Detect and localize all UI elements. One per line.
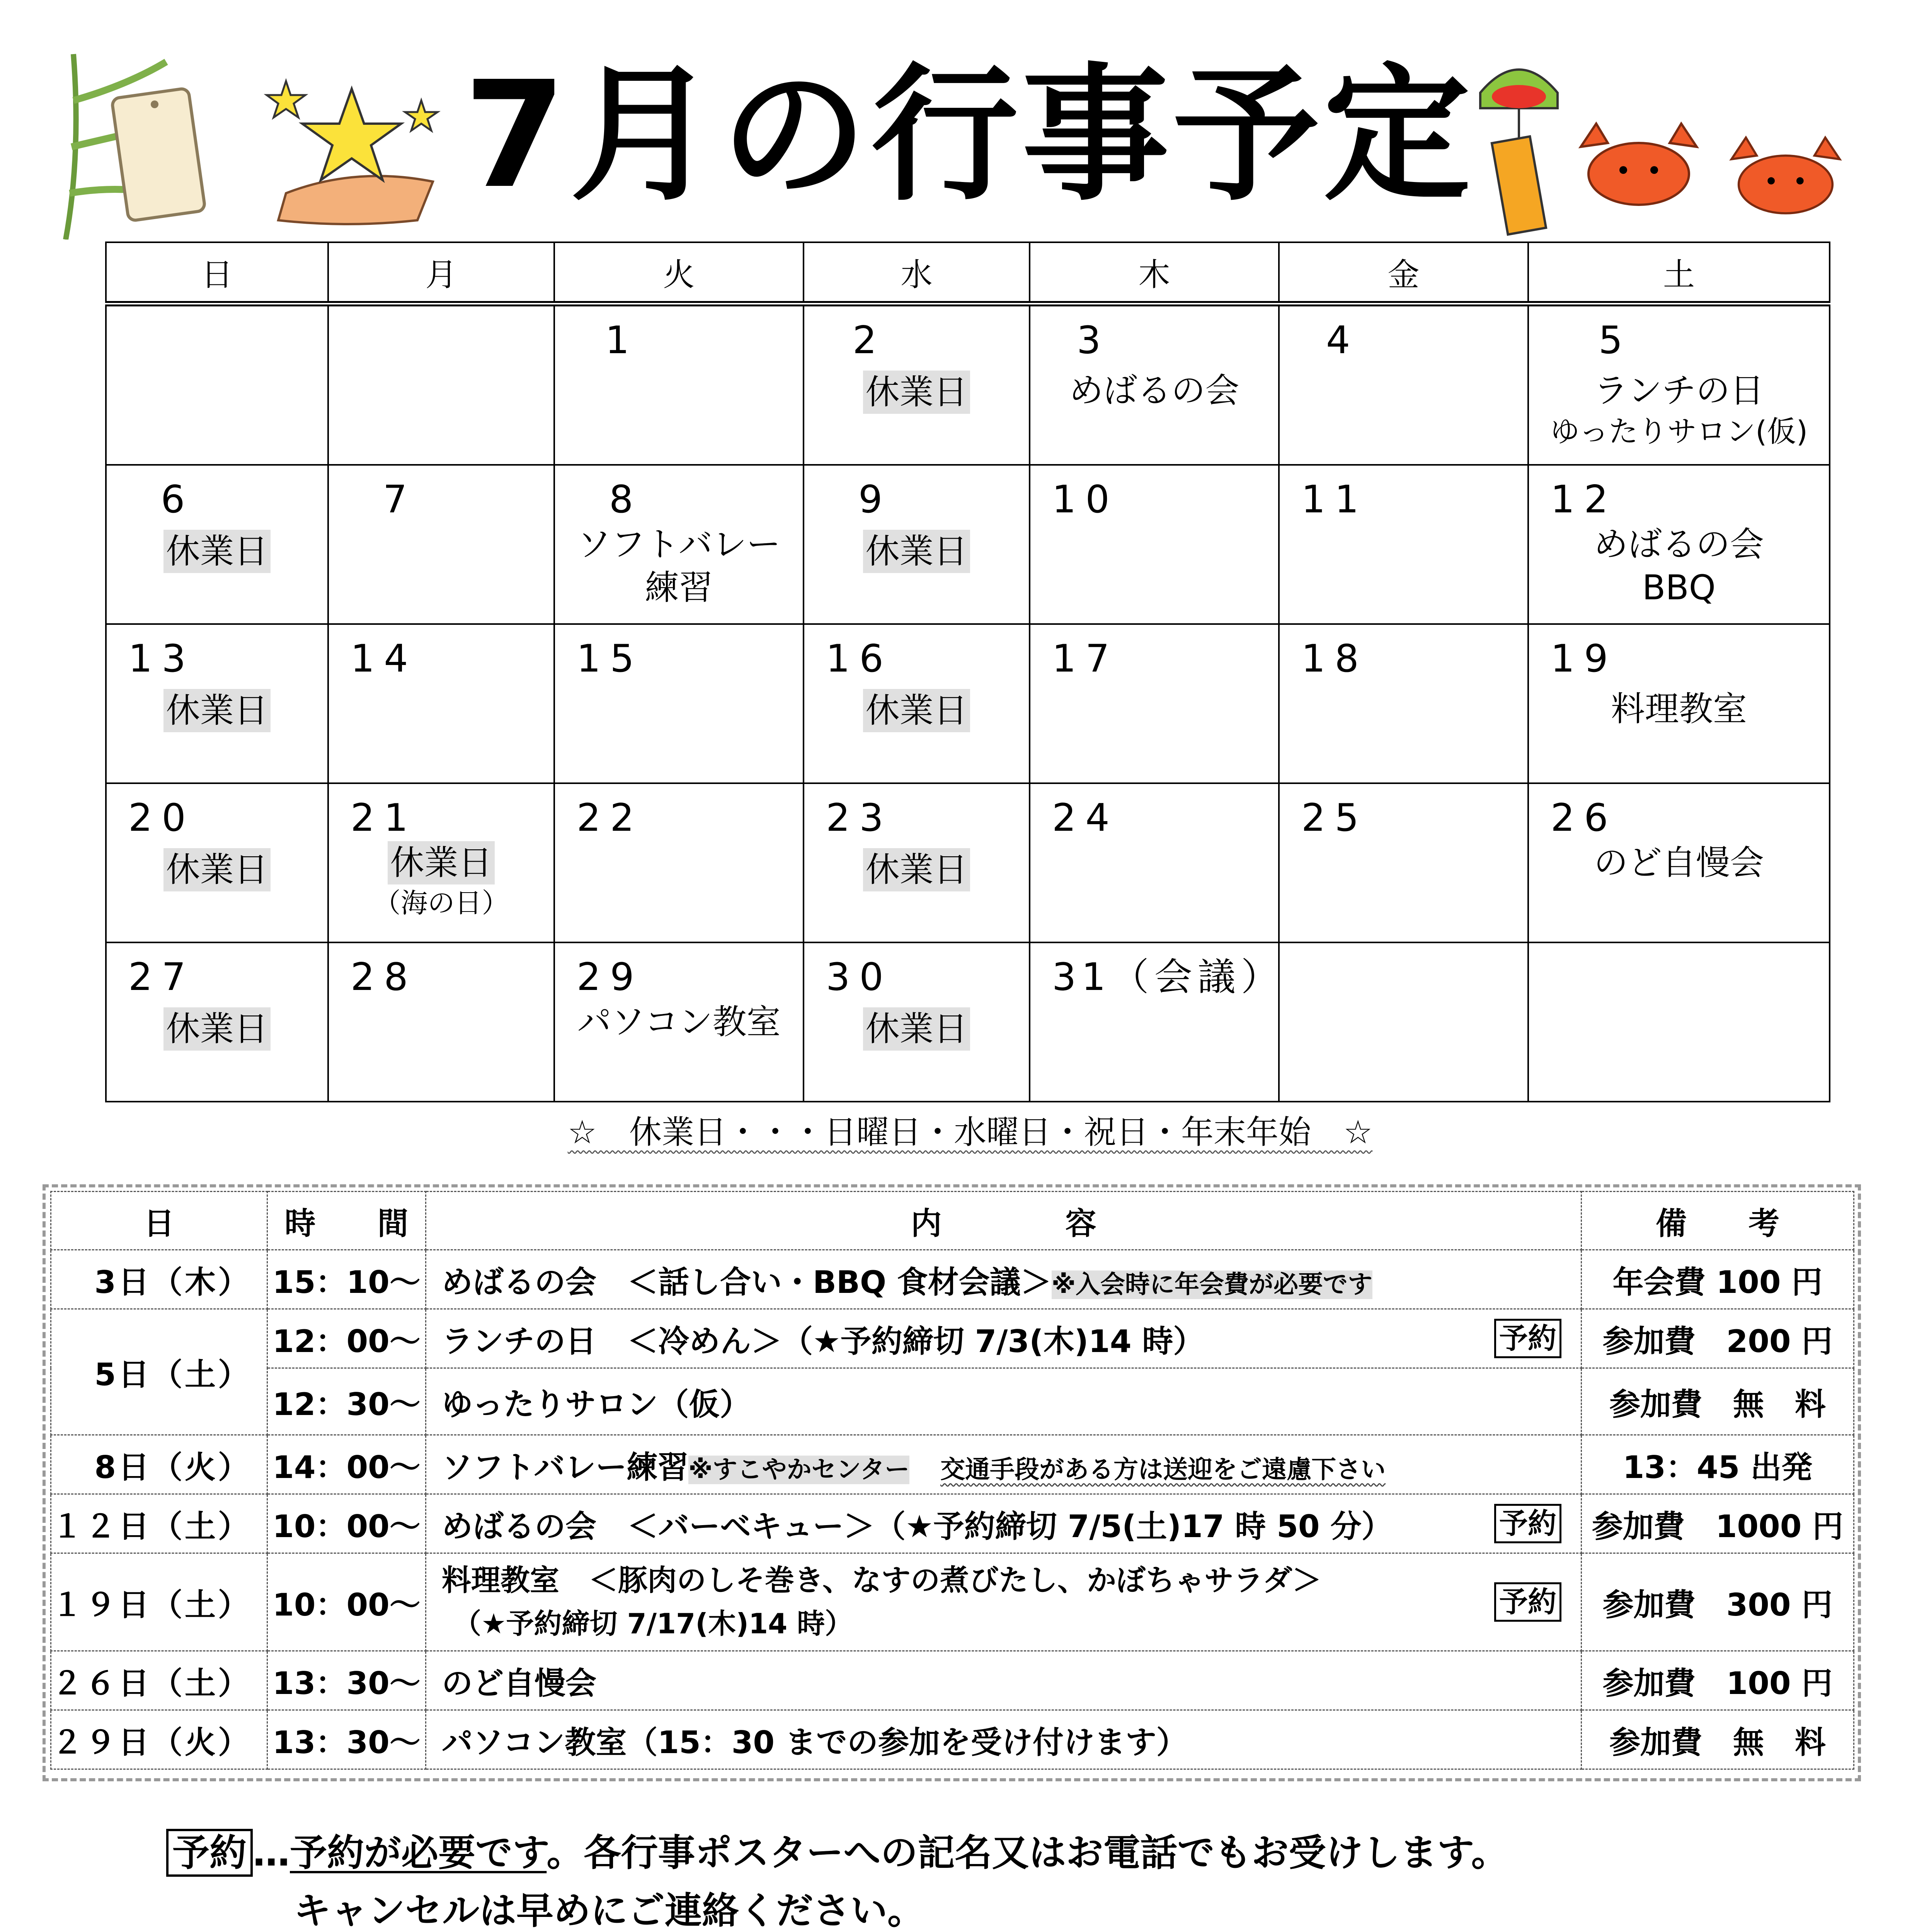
content-note: ※入会時に年会費が必要です — [1051, 1270, 1373, 1299]
weekday-thu: 木 — [1030, 242, 1279, 304]
event-label: BBQ — [1642, 568, 1716, 607]
footer-line1-text: 。各行事ポスターへの記名又はお電話でもお受けします。 — [546, 1831, 1508, 1874]
content-text: めばるの会 ＜話し合い・BBQ 食材会議＞ — [442, 1264, 1052, 1300]
schedule-note: 年会費 100 円 — [1582, 1250, 1854, 1309]
day-number: 8 — [609, 478, 643, 522]
schedule-note: 参加費 無 料 — [1582, 1710, 1854, 1769]
table-row — [51, 1368, 1854, 1435]
closed-badge: 休業日 — [863, 530, 970, 573]
calendar-day — [328, 942, 554, 1102]
closed-badge: 休業日 — [863, 689, 970, 732]
calendar-day — [554, 624, 804, 783]
calendar-day — [328, 783, 554, 942]
schedule-day: １９日（土） — [51, 1553, 267, 1651]
day-number: 2 — [853, 318, 886, 362]
calendar-day-empty — [1279, 942, 1528, 1102]
transport-note: 交通手段がある方は送迎をご遠慮下さい — [940, 1455, 1386, 1484]
closed-badge: 休業日 — [863, 848, 970, 891]
calendar-week — [106, 783, 1830, 942]
calendar-day — [554, 465, 804, 624]
calendar-day — [554, 942, 804, 1102]
schedule-time: 13：30～ — [267, 1710, 426, 1769]
footer-dots: … — [253, 1831, 290, 1874]
calendar-day — [554, 783, 804, 942]
crab-icon — [1569, 100, 1708, 216]
schedule-note: 参加費 無 料 — [1582, 1368, 1854, 1435]
schedule-content — [426, 1435, 1582, 1494]
weekday-wed: 水 — [804, 242, 1030, 304]
calendar-week — [106, 465, 1830, 624]
event-label: パソコン教室 — [577, 1002, 781, 1042]
schedule-content: ゆったりサロン（仮） — [426, 1368, 1582, 1435]
reservation-badge: 予約 — [1494, 1582, 1561, 1622]
content-text: ランチの日 ＜冷めん＞（★予約締切 7/3(木)14 時） — [442, 1323, 1204, 1359]
reservation-badge: 予約 — [1494, 1504, 1561, 1543]
day-number: 6 — [161, 478, 194, 522]
schedule-time: 13：30～ — [267, 1651, 426, 1710]
schedule-day: ２６日（土） — [51, 1651, 267, 1710]
schedule-header-day: 日 — [51, 1192, 267, 1250]
calendar-week — [106, 942, 1830, 1102]
calendar-day — [804, 624, 1030, 783]
schedule-day: 5日（土） — [51, 1309, 267, 1435]
day-number: 16 — [826, 637, 893, 681]
day-number: 29 — [577, 955, 644, 999]
calendar-day — [804, 783, 1030, 942]
calendar-day-empty — [1528, 942, 1830, 1102]
weekday-header-row — [106, 242, 1830, 304]
schedule-note: 参加費 200 円 — [1582, 1309, 1854, 1368]
calendar-day — [1279, 465, 1528, 624]
day-number: 13 — [128, 637, 195, 681]
calendar-day — [1279, 624, 1528, 783]
calendar-day — [554, 304, 804, 465]
schedule-day: 8日（火） — [51, 1435, 267, 1494]
day-number: 17 — [1052, 637, 1119, 681]
calendar-day — [328, 465, 554, 624]
table-row — [51, 1250, 1854, 1309]
day-number: 10 — [1052, 478, 1119, 522]
calendar-day — [1279, 304, 1528, 465]
calendar-day — [328, 624, 554, 783]
schedule-content — [426, 1553, 1582, 1651]
calendar-day — [1030, 465, 1279, 624]
content-text: 料理教室 ＜豚肉のしそ巻き、なすの煮びたし、かぼちゃサラダ＞ — [442, 1563, 1322, 1597]
closed-badge: 休業日 — [388, 841, 494, 884]
calendar-day — [804, 304, 1030, 465]
table-row — [51, 1494, 1854, 1553]
calendar-day — [1279, 783, 1528, 942]
schedule-content — [426, 1309, 1582, 1368]
calendar-day-empty — [106, 304, 328, 465]
day-number: 12 — [1551, 478, 1617, 522]
closed-days-legend: ☆ 休業日・・・日曜日・水曜日・祝日・年末年始 ☆ — [567, 1113, 1373, 1151]
star-character-icon — [263, 66, 448, 228]
crab-icon — [1720, 116, 1851, 224]
event-sub-label: ゆったりサロン(仮) — [1550, 414, 1808, 449]
schedule-header-row — [51, 1192, 1854, 1250]
holiday-label: （海の日） — [373, 887, 509, 919]
day-number: 18 — [1301, 637, 1368, 681]
day-number: 19 — [1551, 637, 1617, 681]
calendar-day — [804, 942, 1030, 1102]
day-number: 25 — [1301, 796, 1368, 840]
calendar-day — [1030, 624, 1279, 783]
calendar-day — [1030, 304, 1279, 465]
wind-chime-icon — [1469, 39, 1569, 240]
calendar-day — [804, 465, 1030, 624]
table-row — [51, 1710, 1854, 1769]
day-number: 23 — [826, 796, 893, 840]
content-note: ※すこやかセンター — [688, 1455, 910, 1484]
day-number: 7 — [383, 478, 417, 522]
schedule-note: 参加費 300 円 — [1582, 1553, 1854, 1651]
weekday-sat: 土 — [1528, 242, 1830, 304]
schedule-content — [426, 1494, 1582, 1553]
page-title: 7月の行事予定 — [464, 49, 1474, 221]
calendar-day — [1030, 783, 1279, 942]
closed-badge: 休業日 — [863, 371, 970, 414]
schedule-header-time: 時 間 — [267, 1192, 426, 1250]
calendar-day — [106, 942, 328, 1102]
event-label: ソフトバレー — [577, 524, 781, 564]
calendar-week — [106, 624, 1830, 783]
day-number: 20 — [128, 796, 195, 840]
calendar — [105, 242, 1830, 1102]
schedule-note: 参加費 100 円 — [1582, 1651, 1854, 1710]
day-number: 31（会議） — [1052, 955, 1284, 999]
weekday-mon: 月 — [328, 242, 554, 304]
schedule-header-content: 内 容 — [426, 1192, 1582, 1250]
event-label: めばるの会 — [1069, 371, 1239, 410]
calendar-day — [1528, 624, 1830, 783]
schedule-day: 3日（木） — [51, 1250, 267, 1309]
event-label: のど自慢会 — [1594, 843, 1764, 883]
closed-badge: 休業日 — [863, 1007, 970, 1051]
day-number: 5 — [1599, 318, 1632, 362]
closed-badge: 休業日 — [163, 848, 270, 891]
day-number: 3 — [1077, 318, 1110, 362]
content-text: （★予約締切 7/17(木)14 時） — [453, 1607, 853, 1640]
event-label: 練習 — [645, 568, 713, 607]
day-number: 21 — [351, 796, 417, 840]
footer-reservation-note — [166, 1824, 1508, 1882]
day-number: 27 — [128, 955, 195, 999]
calendar-day-empty — [328, 304, 554, 465]
closed-badge: 休業日 — [163, 689, 270, 732]
calendar-day — [1030, 942, 1284, 1102]
calendar-day — [1528, 465, 1830, 624]
schedule-time: 15：10～ — [267, 1250, 426, 1309]
day-number: 14 — [351, 637, 417, 681]
closed-badge: 休業日 — [163, 1007, 270, 1051]
day-number: 1 — [605, 318, 639, 362]
calendar-day — [106, 624, 328, 783]
reservation-badge: 予約 — [1494, 1319, 1561, 1358]
closed-badge: 休業日 — [163, 530, 270, 573]
day-number: 30 — [826, 955, 893, 999]
reservation-badge: 予約 — [166, 1829, 253, 1877]
footer-required-text: 予約が必要です — [290, 1831, 547, 1874]
day-number: 9 — [858, 478, 892, 522]
table-row — [51, 1435, 1854, 1494]
day-number: 11 — [1301, 478, 1368, 522]
day-number: 28 — [351, 955, 417, 999]
day-number: 22 — [577, 796, 644, 840]
calendar-week — [106, 304, 1830, 465]
schedule-note: 13：45 出発 — [1582, 1435, 1854, 1494]
event-label: ランチの日 — [1594, 371, 1764, 410]
schedule-day: ２９日（火） — [51, 1710, 267, 1769]
schedule-note: 参加費 1000 円 — [1582, 1494, 1854, 1553]
day-number: 4 — [1326, 318, 1360, 362]
schedule-time: 12：30～ — [267, 1368, 426, 1435]
schedule-day: １２日（土） — [51, 1494, 267, 1553]
day-number: 24 — [1052, 796, 1119, 840]
day-number: 26 — [1551, 796, 1617, 840]
schedule-content: パソコン教室（15：30 までの参加を受け付けます） — [426, 1710, 1582, 1769]
schedule-time: 12：00～ — [267, 1309, 426, 1368]
schedule-content: のど自慢会 — [426, 1651, 1582, 1710]
weekday-tue: 火 — [554, 242, 804, 304]
event-label: 料理教室 — [1611, 689, 1747, 729]
schedule-time: 10：00～ — [267, 1553, 426, 1651]
calendar-day — [1528, 783, 1830, 942]
table-row — [51, 1651, 1854, 1710]
table-row — [51, 1553, 1854, 1651]
schedule-content — [426, 1250, 1582, 1309]
schedule-time: 10：00～ — [267, 1494, 426, 1553]
day-number: 15 — [577, 637, 644, 681]
weekday-fri: 金 — [1279, 242, 1528, 304]
calendar-day — [106, 465, 328, 624]
schedule-table — [50, 1191, 1854, 1770]
schedule-time: 14：00～ — [267, 1435, 426, 1494]
event-label: めばるの会 — [1594, 524, 1764, 564]
calendar-day — [106, 783, 328, 942]
content-text: ソフトバレー練習 — [442, 1449, 689, 1485]
calendar-day — [1528, 304, 1830, 465]
table-row — [51, 1309, 1854, 1368]
weekday-sun: 日 — [106, 242, 328, 304]
content-text: めばるの会 ＜バーベキュー＞（★予約締切 7/5(土)17 時 50 分） — [442, 1508, 1393, 1544]
footer-cancel-note: キャンセルは早めにご連絡ください。 — [294, 1889, 924, 1932]
schedule-header-note: 備 考 — [1582, 1192, 1854, 1250]
bamboo-tanzaku-icon — [58, 39, 259, 240]
